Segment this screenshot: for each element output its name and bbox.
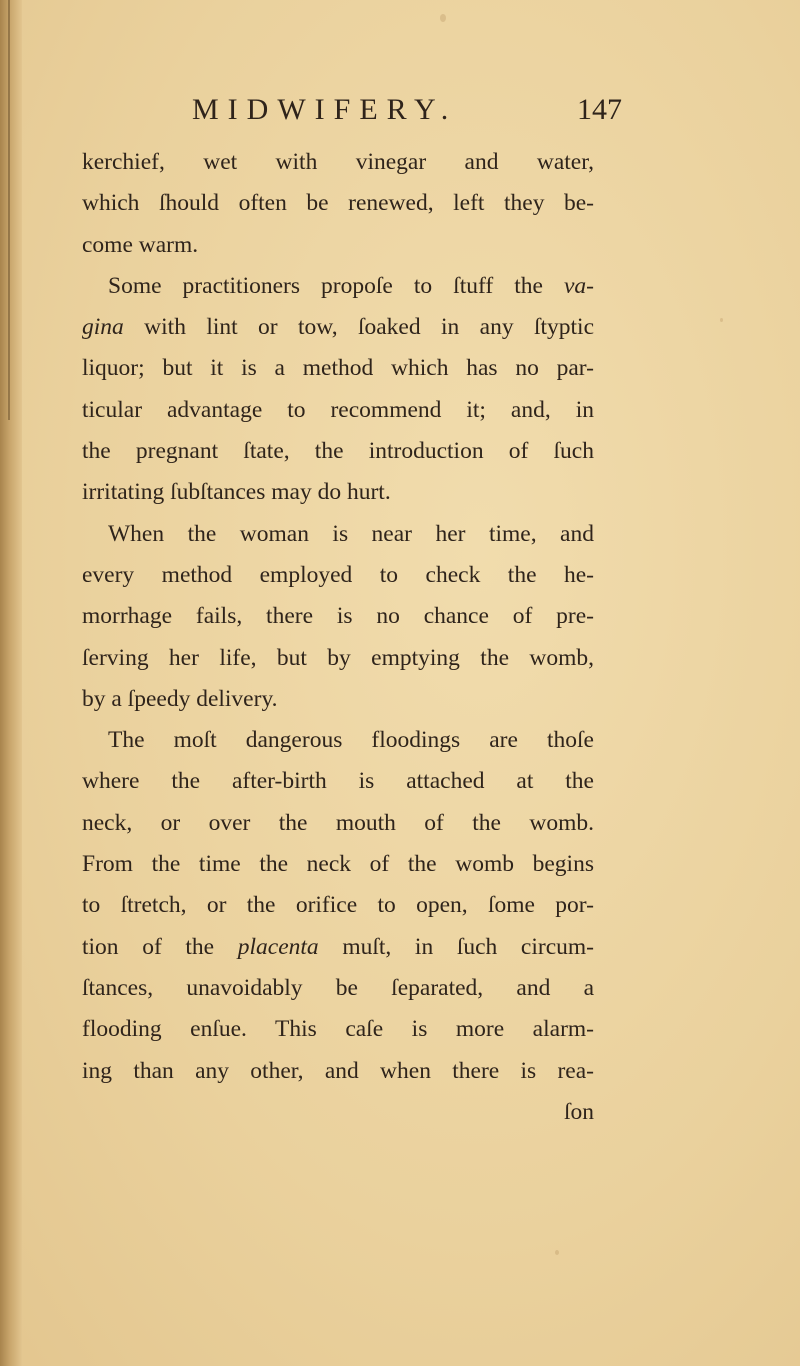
foxing-spot	[440, 14, 446, 22]
running-title: MIDWIFERY.	[192, 93, 458, 126]
text-line: When the woman is near her time, and	[108, 520, 594, 547]
text-line: come warm.	[82, 231, 199, 258]
text-line: tion of the placenta muſt, in ſuch circum-	[82, 933, 595, 960]
text-line: morrhage fails, there is no chance of pre-	[82, 603, 594, 630]
text-line: to ſtretch, or the orifice to open, ſome por-	[82, 892, 594, 919]
text-line: Some practitioners propoſe to ſtuff the va-	[108, 272, 594, 299]
gutter-shadow	[8, 0, 10, 420]
text-line: ſtances, unavoidably be ſeparated, and a	[82, 974, 594, 1001]
text-line: The moſt dangerous floodings are thoſe	[108, 727, 594, 754]
foxing-spot	[555, 1250, 559, 1255]
text-line: ſerving her life, but by emptying the womb,	[82, 644, 594, 671]
text-line: neck, or over the mouth of the womb.	[82, 809, 594, 836]
text-line: liquor; but it is a method which has no par-	[82, 355, 594, 382]
page-number: 147	[577, 93, 622, 126]
text-line: ing than any other, and when there is rea-	[82, 1057, 594, 1084]
foxing-spot	[720, 318, 723, 322]
text-line: every method employed to check the he-	[82, 561, 594, 588]
page-gutter	[0, 0, 22, 1366]
text-line: where the after-birth is attached at the	[82, 768, 594, 795]
text-line: irritating ſubſtances may do hurt.	[82, 479, 391, 506]
text-line: gina with lint or tow, ſoaked in any ſtyptic	[82, 314, 594, 341]
text-line: flooding enſue. This caſe is more alarm-	[82, 1016, 594, 1043]
text-body	[82, 142, 594, 1133]
text-line: the pregnant ſtate, the introduction of ſuch	[82, 438, 594, 465]
catchword: ſon	[563, 1098, 594, 1125]
running-head	[192, 88, 622, 132]
text-line: From the time the neck of the womb begins	[82, 851, 594, 878]
text-line: ticular advantage to recommend it; and, in	[82, 396, 594, 423]
text-line: kerchief, wet with vinegar and water,	[82, 149, 594, 175]
text-line: which ſhould often be renewed, left they be-	[82, 190, 594, 217]
text-line: by a ſpeedy delivery.	[82, 685, 278, 712]
